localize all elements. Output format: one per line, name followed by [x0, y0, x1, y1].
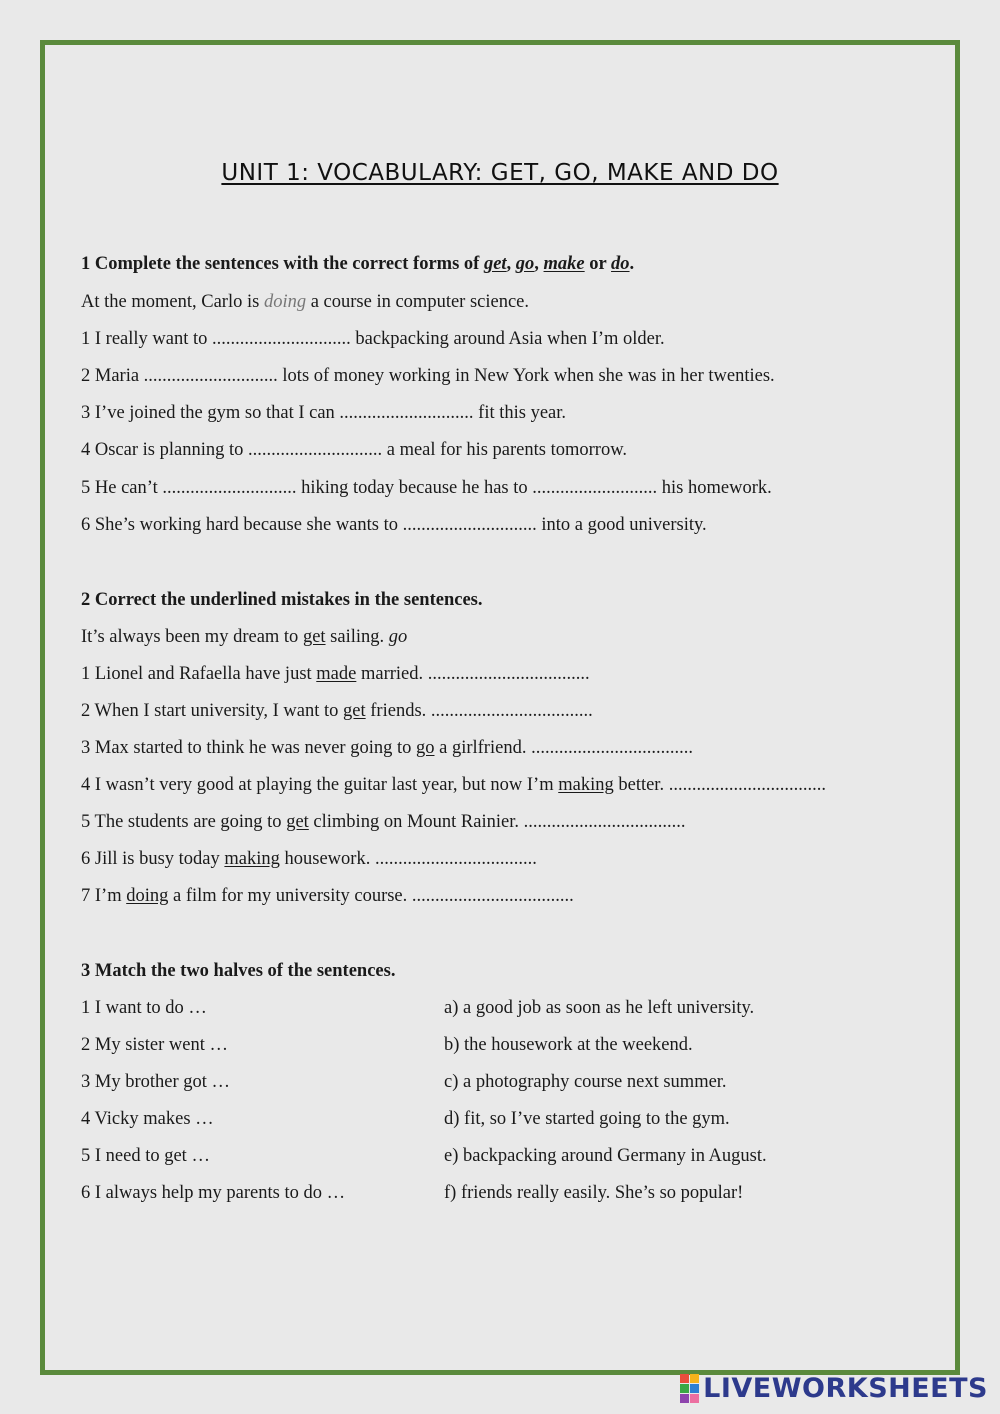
match-right-item: d) fit, so I’ve started going to the gym.: [444, 1109, 730, 1129]
section1-item: 6 She’s working hard because she wants to ............................. into a good university.: [81, 515, 707, 535]
section3-heading: 3 Match the two halves of the sentences.: [81, 961, 396, 981]
section2-item: 7 I’m doing a film for my university course. ...................................: [81, 886, 574, 906]
match-right-item: a) a good job as soon as he left university.: [444, 998, 755, 1018]
word-do: do: [611, 254, 630, 274]
brand-text: LIVEWORKSHEETS: [703, 1373, 988, 1404]
example-answer: go: [388, 627, 408, 647]
underlined-mistake: made: [316, 664, 357, 684]
underlined-mistake: doing: [126, 886, 169, 906]
underlined-mistake: get: [286, 812, 309, 832]
section2-item: 1 Lionel and Rafaella have just made married. ...................................: [81, 664, 590, 684]
logo-icon: [680, 1374, 699, 1403]
underlined-mistake: making: [224, 849, 280, 869]
match-left-item: 5 I need to get …: [81, 1146, 210, 1166]
match-left-item: 1 I want to do …: [81, 998, 207, 1018]
match-left-item: 4 Vicky makes …: [81, 1109, 214, 1129]
match-right-item: b) the housework at the weekend.: [444, 1035, 693, 1055]
section2-item: 4 I wasn’t very good at playing the guitar last year, but now I’m making better. ..................................: [81, 775, 826, 795]
section2-item: 2 When I start university, I want to get friends. ...................................: [81, 701, 593, 721]
match-right-item: f) friends really easily. She’s so popular!: [444, 1183, 744, 1203]
section2-item: 3 Max started to think he was never going to go a girlfriend. ...................................: [81, 738, 693, 758]
match-left-item: 6 I always help my parents to do …: [81, 1183, 346, 1203]
underlined-mistake: get: [343, 701, 366, 721]
underlined-mistake: get: [302, 627, 326, 647]
match-left-item: 3 My brother got …: [81, 1072, 231, 1092]
match-left-item: 2 My sister went …: [81, 1035, 228, 1055]
section1-heading: 1 Complete the sentences with the correct forms of get, go, make or do.: [81, 254, 635, 274]
example-answer: doing: [263, 292, 307, 312]
match-right-item: e) backpacking around Germany in August.: [444, 1146, 767, 1166]
section2-item: 5 The students are going to get climbing on Mount Rainier. ...................................: [81, 812, 686, 832]
liveworksheets-logo: [680, 1373, 988, 1404]
worksheet-title: UNIT 1: VOCABULARY: GET, GO, MAKE AND DO: [221, 160, 779, 186]
match-right-item: c) a photography course next summer.: [444, 1072, 727, 1092]
section1-item: 1 I really want to .............................. backpacking around Asia when I’m older.: [81, 329, 665, 349]
section2-heading: 2 Correct the underlined mistakes in the sentences.: [81, 590, 483, 610]
section2-item: 6 Jill is busy today making housework. ...................................: [81, 849, 537, 869]
section1-item: 4 Oscar is planning to ............................. a meal for his parents tomorrow.: [81, 440, 627, 460]
underlined-mistake: making: [558, 775, 614, 795]
word-go: go: [515, 254, 535, 274]
section1-item: 5 He can’t ............................. hiking today because he has to ........................... his homework.: [81, 478, 772, 498]
section2-example: It’s always been my dream to get sailing. go: [81, 627, 408, 647]
section1-example: At the moment, Carlo is doing a course in computer science.: [81, 292, 530, 312]
word-get: get: [483, 254, 507, 274]
section1-item: 2 Maria ............................. lots of money working in New York when she was in her twenties.: [81, 366, 775, 386]
word-make: make: [543, 254, 585, 274]
section1-item: 3 I’ve joined the gym so that I can ............................. fit this year.: [81, 403, 567, 423]
underlined-mistake: go: [416, 738, 435, 758]
